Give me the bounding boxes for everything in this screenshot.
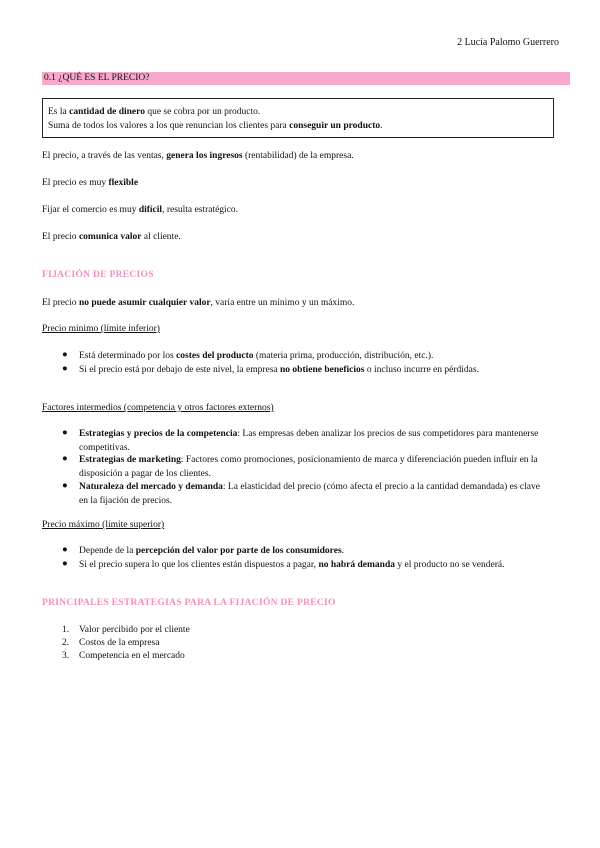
list-number: 2. — [62, 638, 70, 648]
subheading-precio-maximo: Precio máximo (límite superior) — [42, 520, 165, 530]
heading-estrategias: PRINCIPALES ESTRATEGIAS PARA LA FIJACIÓN DE PRECIO — [42, 598, 336, 608]
list-item: Estrategias y precios de la competencia: Las empresas deben analizar los precios de sus competidores para mantenerse competitivas. — [79, 429, 539, 453]
bullet-icon: ● — [62, 364, 68, 374]
list-number: 1. — [62, 625, 70, 635]
bullet-icon: ● — [62, 428, 68, 438]
definition-line-1: Es la cantidad de dinero que se cobra por un producto. — [48, 107, 261, 117]
subheading-factores-intermedios: Factores intermedios (competencia y otros factores externos) — [42, 403, 274, 413]
bullet-icon: ● — [62, 559, 68, 569]
paragraph-dificil: Fijar el comercio es muy difícil, resulta estratégico. — [42, 205, 239, 215]
list-item: Depende de la percepción del valor por parte de los consumidores. — [79, 546, 345, 556]
list-item: Estrategias de marketing: Factores como promociones, posicionamiento de marca y diferenciación pueden influir en la disposición a pagar de los clientes. — [79, 455, 538, 479]
list-item: Si el precio supera lo que los clientes están dispuestos a pagar, no habrá demanda y el producto no se venderá. — [79, 560, 505, 570]
list-item: Competencia en el mercado — [79, 651, 185, 661]
bullet-icon: ● — [62, 454, 68, 464]
section-title-bar: 0.1 ¿QUÉ ES EL PRECIO? — [42, 72, 570, 85]
page-header-author: 2 Lucía Palomo Guerrero — [457, 37, 559, 48]
paragraph-ingresos: El precio, a través de las ventas, genera los ingresos (rentabilidad) de la empresa. — [42, 151, 354, 161]
list-number: 3. — [62, 651, 70, 661]
bullet-icon: ● — [62, 545, 68, 555]
heading-fijacion: FIJACIÓN DE PRECIOS — [42, 270, 154, 280]
list-item: Si el precio está por debajo de este nivel, la empresa no obtiene beneficios o incluso incurre en pérdidas. — [79, 365, 479, 375]
list-item: Está determinado por los costes del producto (materia prima, producción, distribución, etc.). — [79, 351, 434, 361]
list-item: Costos de la empresa — [79, 638, 160, 648]
bullet-icon: ● — [62, 350, 68, 360]
definition-line-2: Suma de todos los valores a los que renuncian los clientes para conseguir un producto. — [48, 121, 383, 131]
definition-box — [42, 98, 554, 138]
list-item: Valor percibido por el cliente — [79, 625, 190, 635]
list-item: Naturaleza del mercado y demanda: La elasticidad del precio (cómo afecta el precio a la cantidad demandada) es clave en la fijación de precios. — [79, 482, 540, 506]
bullet-icon: ● — [62, 481, 68, 491]
paragraph-fijacion-intro: El precio no puede asumir cualquier valor, varía entre un mínimo y un máximo. — [42, 298, 355, 308]
paragraph-comunica: El precio comunica valor al cliente. — [42, 232, 181, 242]
subheading-precio-minimo: Precio mínimo (límite inferior) — [42, 324, 160, 334]
paragraph-flexible: El precio es muy flexible — [42, 178, 139, 188]
